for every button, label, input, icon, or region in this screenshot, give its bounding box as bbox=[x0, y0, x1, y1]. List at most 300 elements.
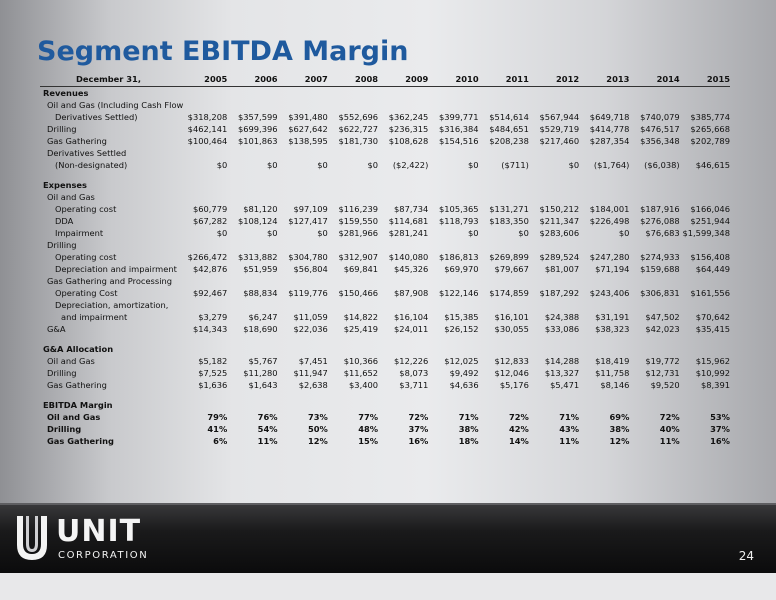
cell-2005: $266,472 bbox=[187, 252, 228, 262]
row-label: DDA bbox=[55, 216, 74, 226]
cell-2008: $281,966 bbox=[338, 228, 379, 238]
cell-2006 bbox=[227, 147, 277, 159]
footer-bar bbox=[0, 503, 776, 573]
cell-2012: 11% bbox=[559, 436, 580, 446]
cell-2012: $24,388 bbox=[544, 312, 580, 322]
cell-2006 bbox=[227, 179, 277, 191]
cell-2015: $202,789 bbox=[690, 136, 730, 146]
cell-2005: $42,876 bbox=[192, 264, 228, 274]
cell-2011 bbox=[479, 239, 529, 251]
header-year-2011: 2011 bbox=[479, 73, 529, 87]
cell-2009: $114,681 bbox=[388, 216, 429, 226]
cell-2014 bbox=[629, 147, 679, 159]
cell-2014: $356,348 bbox=[640, 136, 680, 146]
cell-2014: $187,916 bbox=[640, 204, 680, 214]
table-row bbox=[40, 323, 730, 335]
cell-2006 bbox=[227, 171, 277, 179]
cell-2009 bbox=[378, 99, 428, 111]
cell-2011: $514,614 bbox=[489, 112, 529, 122]
cell-2011 bbox=[479, 299, 529, 311]
cell-2013 bbox=[579, 239, 629, 251]
cell-2015: $15,962 bbox=[695, 356, 730, 366]
cell-2011 bbox=[479, 99, 529, 111]
cell-2006: $5,767 bbox=[248, 356, 278, 366]
table-row bbox=[40, 111, 730, 123]
cell-2012 bbox=[529, 171, 579, 179]
cell-2009: $16,104 bbox=[394, 312, 429, 322]
cell-2005 bbox=[177, 239, 227, 251]
cell-2010 bbox=[428, 147, 478, 159]
cell-2009: $45,326 bbox=[394, 264, 429, 274]
cell-2009: $87,908 bbox=[394, 288, 429, 298]
cell-2005: $318,208 bbox=[187, 112, 228, 122]
cell-2013 bbox=[579, 191, 629, 203]
cell-2014: 11% bbox=[659, 436, 680, 446]
cell-2010: $105,365 bbox=[439, 204, 479, 214]
cell-2006: 11% bbox=[257, 436, 278, 446]
cell-2007 bbox=[278, 335, 328, 343]
cell-2006 bbox=[227, 87, 277, 100]
cell-2010 bbox=[428, 299, 478, 311]
cell-2015 bbox=[680, 99, 730, 111]
cell-2005: $3,279 bbox=[198, 312, 228, 322]
bottom-strip bbox=[0, 573, 776, 600]
cell-2006: $101,863 bbox=[237, 136, 278, 146]
table-row bbox=[40, 355, 730, 367]
cell-2014 bbox=[629, 179, 679, 191]
cell-2008 bbox=[328, 399, 378, 411]
table-row bbox=[40, 435, 730, 447]
cell-2011: $484,651 bbox=[489, 124, 529, 134]
cell-2011 bbox=[479, 343, 529, 355]
cell-2015: $156,408 bbox=[690, 252, 730, 262]
cell-2006 bbox=[227, 391, 277, 399]
cell-2008: $69,841 bbox=[343, 264, 379, 274]
cell-2014: $47,502 bbox=[645, 312, 680, 322]
cell-2014: $274,933 bbox=[640, 252, 680, 262]
header-year-2010: 2010 bbox=[428, 73, 478, 87]
cell-2014: 40% bbox=[659, 424, 680, 434]
row-label: Drilling bbox=[47, 240, 77, 250]
cell-2013 bbox=[579, 179, 629, 191]
cell-2006 bbox=[227, 335, 277, 343]
cell-2007 bbox=[278, 171, 328, 179]
cell-2009 bbox=[378, 191, 428, 203]
row-label: and impairment bbox=[61, 312, 128, 322]
table-row bbox=[40, 367, 730, 379]
cell-2009: 72% bbox=[408, 412, 429, 422]
cell-2014 bbox=[629, 275, 679, 287]
cell-2008 bbox=[328, 391, 378, 399]
cell-2014: 72% bbox=[659, 412, 680, 422]
cell-2005: $1,636 bbox=[198, 380, 228, 390]
cell-2010: $9,492 bbox=[449, 368, 479, 378]
cell-2009: $8,073 bbox=[399, 368, 429, 378]
ebitda-table bbox=[40, 73, 730, 447]
cell-2006 bbox=[227, 343, 277, 355]
cell-2015 bbox=[680, 335, 730, 343]
cell-2008: $11,652 bbox=[343, 368, 379, 378]
table-row bbox=[40, 123, 730, 135]
cell-2008: $552,696 bbox=[338, 112, 379, 122]
table-row bbox=[40, 263, 730, 275]
cell-2007: $119,776 bbox=[288, 288, 328, 298]
row-label: Gas Gathering bbox=[47, 136, 107, 146]
cell-2008 bbox=[328, 99, 378, 111]
cell-2007: $304,780 bbox=[288, 252, 328, 262]
ebitda-table-container bbox=[40, 73, 730, 447]
footer-highlight-line bbox=[0, 503, 776, 505]
cell-2014 bbox=[629, 171, 679, 179]
cell-2011 bbox=[479, 191, 529, 203]
cell-2009: $362,245 bbox=[388, 112, 429, 122]
cell-2005: $0 bbox=[216, 160, 228, 170]
cell-2010 bbox=[428, 275, 478, 287]
cell-2014: $740,079 bbox=[640, 112, 680, 122]
cell-2012: $211,347 bbox=[539, 216, 580, 226]
cell-2008: $159,550 bbox=[338, 216, 379, 226]
cell-2010 bbox=[428, 99, 478, 111]
cell-2012: $187,292 bbox=[539, 288, 580, 298]
cell-2005 bbox=[177, 391, 227, 399]
cell-2005: $60,779 bbox=[192, 204, 228, 214]
cell-2006 bbox=[227, 191, 277, 203]
cell-2008: $150,466 bbox=[338, 288, 379, 298]
cell-2013 bbox=[579, 299, 629, 311]
table-body bbox=[40, 87, 730, 448]
cell-2005 bbox=[177, 147, 227, 159]
cell-2012: $529,719 bbox=[539, 124, 580, 134]
cell-2008: 48% bbox=[358, 424, 379, 434]
cell-2010: $122,146 bbox=[439, 288, 479, 298]
cell-2010: $15,385 bbox=[444, 312, 479, 322]
cell-2008 bbox=[328, 171, 378, 179]
cell-2007: $7,451 bbox=[298, 356, 328, 366]
cell-2015: $161,556 bbox=[690, 288, 730, 298]
cell-2015: $385,774 bbox=[690, 112, 730, 122]
cell-2013: $18,419 bbox=[595, 356, 630, 366]
cell-2005 bbox=[177, 299, 227, 311]
cell-2011: $0 bbox=[518, 228, 529, 238]
cell-2013: ($1,764) bbox=[593, 160, 630, 170]
cell-2013: $243,406 bbox=[589, 288, 630, 298]
cell-2013 bbox=[579, 99, 629, 111]
row-label: Impairment bbox=[55, 228, 104, 238]
cell-2005: 79% bbox=[207, 412, 228, 422]
cell-2012: $13,327 bbox=[544, 368, 580, 378]
cell-2007: $11,059 bbox=[293, 312, 328, 322]
cell-2011: $5,176 bbox=[499, 380, 529, 390]
cell-2008 bbox=[328, 191, 378, 203]
cell-2013: $31,191 bbox=[595, 312, 630, 322]
cell-2008: $181,730 bbox=[338, 136, 379, 146]
cell-2013: $287,354 bbox=[589, 136, 630, 146]
cell-2006: $699,396 bbox=[237, 124, 278, 134]
cell-2010: $118,793 bbox=[439, 216, 479, 226]
cell-2010: $26,152 bbox=[444, 324, 479, 334]
cell-2009: 16% bbox=[408, 436, 429, 446]
cell-2005 bbox=[177, 191, 227, 203]
cell-2012 bbox=[529, 399, 579, 411]
cell-2011: $12,046 bbox=[494, 368, 529, 378]
company-logo bbox=[14, 514, 184, 564]
cell-2013: $184,001 bbox=[589, 204, 630, 214]
cell-2006: $6,247 bbox=[248, 312, 278, 322]
cell-2007: $0 bbox=[317, 160, 328, 170]
cell-2010 bbox=[428, 171, 478, 179]
cell-2012 bbox=[529, 239, 579, 251]
table-row bbox=[40, 275, 730, 287]
row-label bbox=[40, 391, 177, 399]
cell-2008: $3,400 bbox=[349, 380, 379, 390]
header-year-2012: 2012 bbox=[529, 73, 579, 87]
cell-2014 bbox=[629, 335, 679, 343]
row-label: Operating cost bbox=[55, 204, 117, 214]
cell-2011: $183,350 bbox=[489, 216, 529, 226]
cell-2009 bbox=[378, 391, 428, 399]
cell-2005 bbox=[177, 171, 227, 179]
cell-2008: $25,419 bbox=[343, 324, 379, 334]
row-label: Expenses bbox=[43, 180, 87, 190]
section-row bbox=[40, 399, 730, 411]
cell-2013: $71,194 bbox=[595, 264, 630, 274]
cell-2008: 15% bbox=[358, 436, 379, 446]
cell-2010: $4,636 bbox=[449, 380, 479, 390]
table-row bbox=[40, 191, 730, 203]
row-label bbox=[40, 171, 177, 179]
cell-2013: $226,498 bbox=[589, 216, 630, 226]
cell-2013 bbox=[579, 335, 629, 343]
cell-2005 bbox=[177, 99, 227, 111]
cell-2008 bbox=[328, 275, 378, 287]
row-label: Oil and Gas bbox=[47, 356, 95, 366]
table-row bbox=[40, 203, 730, 215]
row-label: EBITDA Margin bbox=[43, 400, 113, 410]
cell-2012: $0 bbox=[568, 160, 580, 170]
cell-2006: $11,280 bbox=[243, 368, 278, 378]
cell-2009: $3,711 bbox=[399, 380, 429, 390]
cell-2015: $10,992 bbox=[695, 368, 730, 378]
cell-2013: $11,758 bbox=[595, 368, 630, 378]
cell-2009: $140,080 bbox=[388, 252, 429, 262]
cell-2010: $69,970 bbox=[444, 264, 479, 274]
cell-2009 bbox=[378, 179, 428, 191]
cell-2011 bbox=[479, 335, 529, 343]
cell-2006: $0 bbox=[266, 160, 278, 170]
cell-2013: $649,718 bbox=[589, 112, 630, 122]
cell-2007 bbox=[278, 147, 328, 159]
cell-2013: 12% bbox=[609, 436, 630, 446]
cell-2013 bbox=[579, 391, 629, 399]
row-label bbox=[40, 335, 177, 343]
cell-2006: $1,643 bbox=[248, 380, 278, 390]
slide-title: Segment EBITDA Margin bbox=[37, 36, 409, 67]
cell-2008: $0 bbox=[367, 160, 379, 170]
cell-2013 bbox=[579, 147, 629, 159]
cell-2015 bbox=[680, 391, 730, 399]
cell-2007: $2,638 bbox=[298, 380, 328, 390]
cell-2015: $265,668 bbox=[690, 124, 730, 134]
cell-2007: $11,947 bbox=[293, 368, 328, 378]
cell-2012 bbox=[529, 299, 579, 311]
cell-2013 bbox=[579, 275, 629, 287]
table-row bbox=[40, 239, 730, 251]
table-row bbox=[40, 311, 730, 323]
cell-2005: $0 bbox=[216, 228, 228, 238]
header-year-2007: 2007 bbox=[278, 73, 328, 87]
cell-2015 bbox=[680, 275, 730, 287]
header-year-2009: 2009 bbox=[378, 73, 428, 87]
cell-2010: $154,516 bbox=[439, 136, 479, 146]
cell-2011 bbox=[479, 275, 529, 287]
cell-2008 bbox=[328, 87, 378, 100]
cell-2005 bbox=[177, 399, 227, 411]
page-number: 24 bbox=[738, 549, 754, 563]
cell-2012: $81,007 bbox=[544, 264, 580, 274]
cell-2008 bbox=[328, 343, 378, 355]
cell-2010 bbox=[428, 191, 478, 203]
cell-2015: $1,599,348 bbox=[682, 228, 730, 238]
cell-2006: $108,124 bbox=[237, 216, 278, 226]
table-row bbox=[40, 411, 730, 423]
table-row bbox=[40, 287, 730, 299]
cell-2007: $0 bbox=[317, 228, 328, 238]
cell-2011: $174,859 bbox=[489, 288, 529, 298]
cell-2014 bbox=[629, 391, 679, 399]
cell-2014: $476,517 bbox=[640, 124, 680, 134]
cell-2015 bbox=[680, 147, 730, 159]
cell-2006: $18,690 bbox=[243, 324, 278, 334]
cell-2011: 72% bbox=[509, 412, 529, 422]
cell-2014 bbox=[629, 399, 679, 411]
cell-2005: $5,182 bbox=[198, 356, 228, 366]
row-label: (Non-designated) bbox=[55, 160, 128, 170]
cell-2010: $399,771 bbox=[439, 112, 479, 122]
cell-2012: $567,944 bbox=[539, 112, 580, 122]
header-year-2006: 2006 bbox=[227, 73, 277, 87]
cell-2012: $14,288 bbox=[544, 356, 580, 366]
cell-2007: $127,417 bbox=[288, 216, 328, 226]
cell-2008: $622,727 bbox=[338, 124, 379, 134]
cell-2011 bbox=[479, 147, 529, 159]
cell-2013: 38% bbox=[609, 424, 630, 434]
cell-2007 bbox=[278, 179, 328, 191]
cell-2010: 71% bbox=[458, 412, 479, 422]
header-year-2013: 2013 bbox=[579, 73, 629, 87]
cell-2014 bbox=[629, 99, 679, 111]
header-year-2008: 2008 bbox=[328, 73, 378, 87]
cell-2012: 71% bbox=[559, 412, 580, 422]
row-label: Operating cost bbox=[55, 252, 117, 262]
cell-2011: $269,899 bbox=[489, 252, 529, 262]
cell-2012 bbox=[529, 179, 579, 191]
cell-2015 bbox=[680, 191, 730, 203]
cell-2005 bbox=[177, 343, 227, 355]
cell-2005: $462,141 bbox=[187, 124, 228, 134]
cell-2009: $281,241 bbox=[388, 228, 429, 238]
cell-2015 bbox=[680, 239, 730, 251]
cell-2010: $316,384 bbox=[439, 124, 479, 134]
cell-2015 bbox=[680, 171, 730, 179]
section-row bbox=[40, 343, 730, 355]
cell-2009 bbox=[378, 171, 428, 179]
cell-2011: $208,238 bbox=[489, 136, 529, 146]
cell-2012: $150,212 bbox=[539, 204, 580, 214]
cell-2008 bbox=[328, 239, 378, 251]
cell-2014: $159,688 bbox=[640, 264, 680, 274]
cell-2007: $627,642 bbox=[288, 124, 328, 134]
cell-2014 bbox=[629, 343, 679, 355]
cell-2007: 73% bbox=[307, 412, 328, 422]
cell-2005: $67,282 bbox=[192, 216, 228, 226]
cell-2005: 6% bbox=[213, 436, 228, 446]
cell-2010 bbox=[428, 87, 478, 100]
cell-2012 bbox=[529, 391, 579, 399]
cell-2015: $70,642 bbox=[695, 312, 730, 322]
cell-2012 bbox=[529, 191, 579, 203]
cell-2012 bbox=[529, 147, 579, 159]
cell-2010: $0 bbox=[468, 228, 479, 238]
cell-2006 bbox=[227, 299, 277, 311]
row-label: Depreciation, amortization, bbox=[55, 300, 169, 310]
header-label: December 31, bbox=[40, 73, 177, 87]
cell-2006: $88,834 bbox=[243, 288, 278, 298]
cell-2013 bbox=[579, 87, 629, 100]
cell-2009 bbox=[378, 343, 428, 355]
cell-2005 bbox=[177, 179, 227, 191]
cell-2009 bbox=[378, 399, 428, 411]
table-row bbox=[40, 251, 730, 263]
cell-2011 bbox=[479, 391, 529, 399]
cell-2007 bbox=[278, 399, 328, 411]
table-row bbox=[40, 423, 730, 435]
cell-2015 bbox=[680, 299, 730, 311]
cell-2013: 69% bbox=[609, 412, 630, 422]
cell-2010: $12,025 bbox=[444, 356, 479, 366]
cell-2014 bbox=[629, 191, 679, 203]
table-row bbox=[40, 215, 730, 227]
table-row bbox=[40, 135, 730, 147]
row-label: Drilling bbox=[47, 124, 77, 134]
cell-2007: $138,595 bbox=[288, 136, 328, 146]
cell-2012 bbox=[529, 99, 579, 111]
cell-2015: 16% bbox=[710, 436, 730, 446]
cell-2006 bbox=[227, 99, 277, 111]
cell-2009 bbox=[378, 239, 428, 251]
cell-2015: $166,046 bbox=[690, 204, 730, 214]
cell-2009 bbox=[378, 87, 428, 100]
cell-2015 bbox=[680, 179, 730, 191]
cell-2013: $0 bbox=[618, 228, 630, 238]
cell-2007: $97,109 bbox=[293, 204, 328, 214]
cell-2005: 41% bbox=[207, 424, 228, 434]
cell-2012 bbox=[529, 87, 579, 100]
spacer-row bbox=[40, 335, 730, 343]
row-label: Drilling bbox=[47, 368, 77, 378]
cell-2014: $306,831 bbox=[640, 288, 680, 298]
cell-2006 bbox=[227, 399, 277, 411]
cell-2011: 42% bbox=[509, 424, 529, 434]
cell-2010 bbox=[428, 239, 478, 251]
table-row bbox=[40, 299, 730, 311]
cell-2012: $217,460 bbox=[539, 136, 580, 146]
cell-2011: $30,055 bbox=[494, 324, 529, 334]
header-year-2014: 2014 bbox=[629, 73, 679, 87]
cell-2012 bbox=[529, 343, 579, 355]
cell-2008: $14,822 bbox=[343, 312, 379, 322]
table-row bbox=[40, 99, 730, 111]
cell-2012: $283,606 bbox=[539, 228, 580, 238]
